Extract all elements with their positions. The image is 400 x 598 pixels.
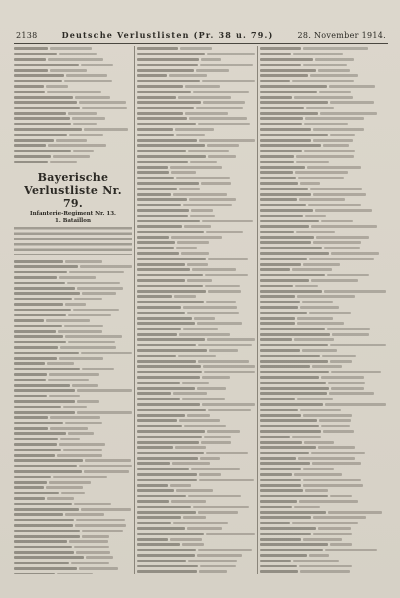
column-divider <box>134 46 135 574</box>
section-subheading: 1. Bataillon <box>55 217 91 224</box>
issue-number: (Pr. 38 u. 79.) <box>193 30 274 40</box>
header-rule <box>14 43 388 44</box>
list-line <box>137 569 255 574</box>
dense-text-block <box>14 227 132 255</box>
page-number: 2138 <box>16 31 38 40</box>
section-subtitle: Infanterie-Regiment Nr. 13. <box>30 210 116 217</box>
list-line <box>260 569 386 574</box>
publication-date: 28. November 1914. <box>297 31 386 40</box>
page-header <box>16 30 386 42</box>
section-title: Bayerische Verlustliste Nr. 79. <box>24 170 122 210</box>
list-line <box>14 571 132 574</box>
text-column-1 <box>14 46 132 574</box>
text-column-3 <box>260 46 386 574</box>
publication-name: Deutsche Verlustlisten <box>61 30 190 40</box>
text-column-2 <box>137 46 255 574</box>
list-line <box>14 159 132 164</box>
publication-title <box>62 30 274 40</box>
column-divider <box>257 46 258 574</box>
